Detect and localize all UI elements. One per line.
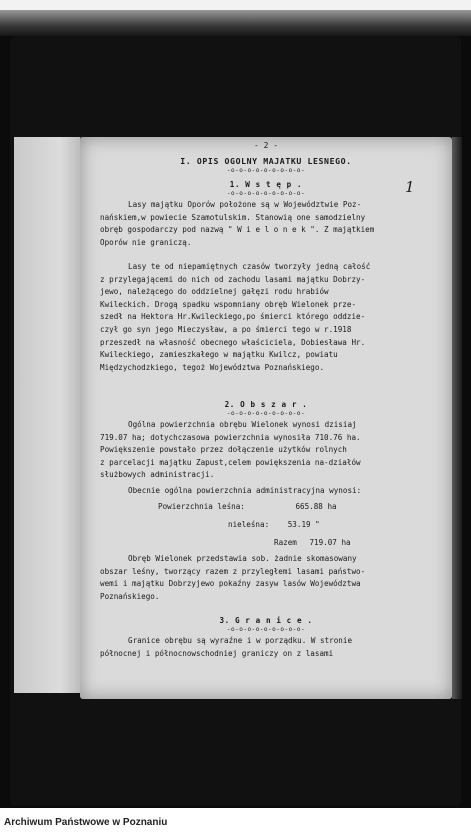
- paragraph: [100, 419, 442, 482]
- text-line: Obręb Wielonek przedstawia sob. żadnie skomasowany: [128, 554, 357, 563]
- section-underline: -o-o-o-o-o-o-o-o-o-: [226, 190, 306, 197]
- text-line: Międzychodzkiego, tegoż Województwa Poznańskiego.: [100, 362, 325, 372]
- text-line: północnej i północnowschodniej graniczy on z lasami: [100, 648, 334, 658]
- text-line: Poznańskiego.: [100, 591, 160, 601]
- section-title-wstep: 1. W s t ę p .: [229, 180, 303, 189]
- text-line: szedł na Hektora Hr.Kwileckiego,po śmierci którego oddzie-: [100, 312, 366, 322]
- text-line: Kwileckiego, zamieszkałego w majątku Kwilcz, powiatu: [100, 350, 338, 360]
- document-page: [80, 137, 452, 699]
- section-underline: -o-o-o-o-o-o-o-o-o-: [226, 410, 306, 417]
- area-row-nielesna: [228, 519, 320, 532]
- left-page-edge: [14, 137, 82, 693]
- paragraph: [100, 635, 442, 660]
- text-line: jewo, należącego do oddzielnej gałęzi rodu hrabiów: [100, 287, 329, 297]
- text-line: Lasy te od niepamiętnych czasów tworzyły jedną całość: [128, 262, 371, 271]
- text-line: czył go syn jego Mieczysław, a po śmierci tego w r.1918: [100, 324, 352, 334]
- section-title-obszar: 2. O b s z a r .: [224, 400, 308, 409]
- handwritten-page-mark: 1: [405, 178, 415, 196]
- archive-footer: [0, 808, 471, 840]
- text-line: obszar leśny, tworzący razem z przyległemi lasami państwo-: [100, 566, 366, 576]
- text-line: Oporów nie graniczą.: [100, 237, 192, 247]
- page-number: - 2 -: [253, 141, 279, 150]
- area-value: 665.88 ha: [295, 502, 337, 511]
- paragraph: [100, 485, 442, 498]
- text-line: z przylegającemi do nich od zachodu lasami majątku Dobrzy-: [100, 274, 366, 284]
- text-line: obręb gospodarczy pod nazwą " W i e l o n e k ". Z majątkiem: [100, 225, 375, 235]
- text-line: służbowych administracji.: [100, 470, 215, 480]
- text-line: z parcelacji majątku Zapust,celem powiększenia na-działów: [100, 457, 361, 467]
- archive-name: Archiwum Państwowe w Poznaniu: [4, 817, 168, 828]
- text-line: Granice obrębu są wyraźne i w porządku. W stronie: [128, 636, 353, 645]
- area-value: 53.19 ": [287, 520, 320, 529]
- area-label: Razem: [274, 538, 297, 547]
- text-line: Obecnie ogólna powierzchnia administracyjna wynosi:: [128, 486, 362, 495]
- paragraph: [100, 261, 442, 374]
- area-label: Powierzchnia leśna:: [158, 502, 245, 511]
- area-value: 719.07 ha: [309, 538, 351, 547]
- text-line: wemi i majątku Dobrzyjewo pokaźny zasyw lasów Województwa: [100, 579, 361, 589]
- film-frame-edge: [0, 10, 471, 36]
- area-row-lesna: [158, 501, 337, 514]
- right-page-edge: [452, 137, 462, 699]
- text-line: Ogólna powierzchnia obrębu Wielonek wynosi dzisiaj: [128, 420, 357, 429]
- text-line: Lasy majątku Oporów położone są w Województwie Poz-: [128, 200, 362, 209]
- text-line: 719.07 ha; dotychczasowa powierzchnia wynosiła 710.76 ha.: [100, 432, 361, 442]
- text-line: przeszedł na własność obecnego właściciela, Dobiesława Hr.: [100, 337, 366, 347]
- main-heading: I. OPIS OGOLNY MAJATKU LESNEGO.: [180, 156, 352, 166]
- top-strip: [0, 0, 471, 10]
- text-line: Kwileckich. Drogą spadku wspomniany obręb Wielonek prze-: [100, 299, 357, 309]
- area-label: nieleśna:: [228, 520, 270, 529]
- text-line: Powiększenie powstało przez dołączenie użytków rolnych: [100, 445, 347, 455]
- heading-underline: -o-o-o-o-o-o-o-o-o-: [226, 167, 306, 174]
- area-row-razem: [274, 537, 351, 550]
- paragraph: [100, 199, 442, 249]
- section-underline: -o-o-o-o-o-o-o-o-o-: [226, 626, 306, 633]
- text-line: nańskiem,w powiecie Szamotulskim. Stanowią one samodzielny: [100, 212, 366, 222]
- paragraph: [100, 553, 442, 603]
- section-title-granice: 3. G r a n i c e .: [219, 616, 313, 625]
